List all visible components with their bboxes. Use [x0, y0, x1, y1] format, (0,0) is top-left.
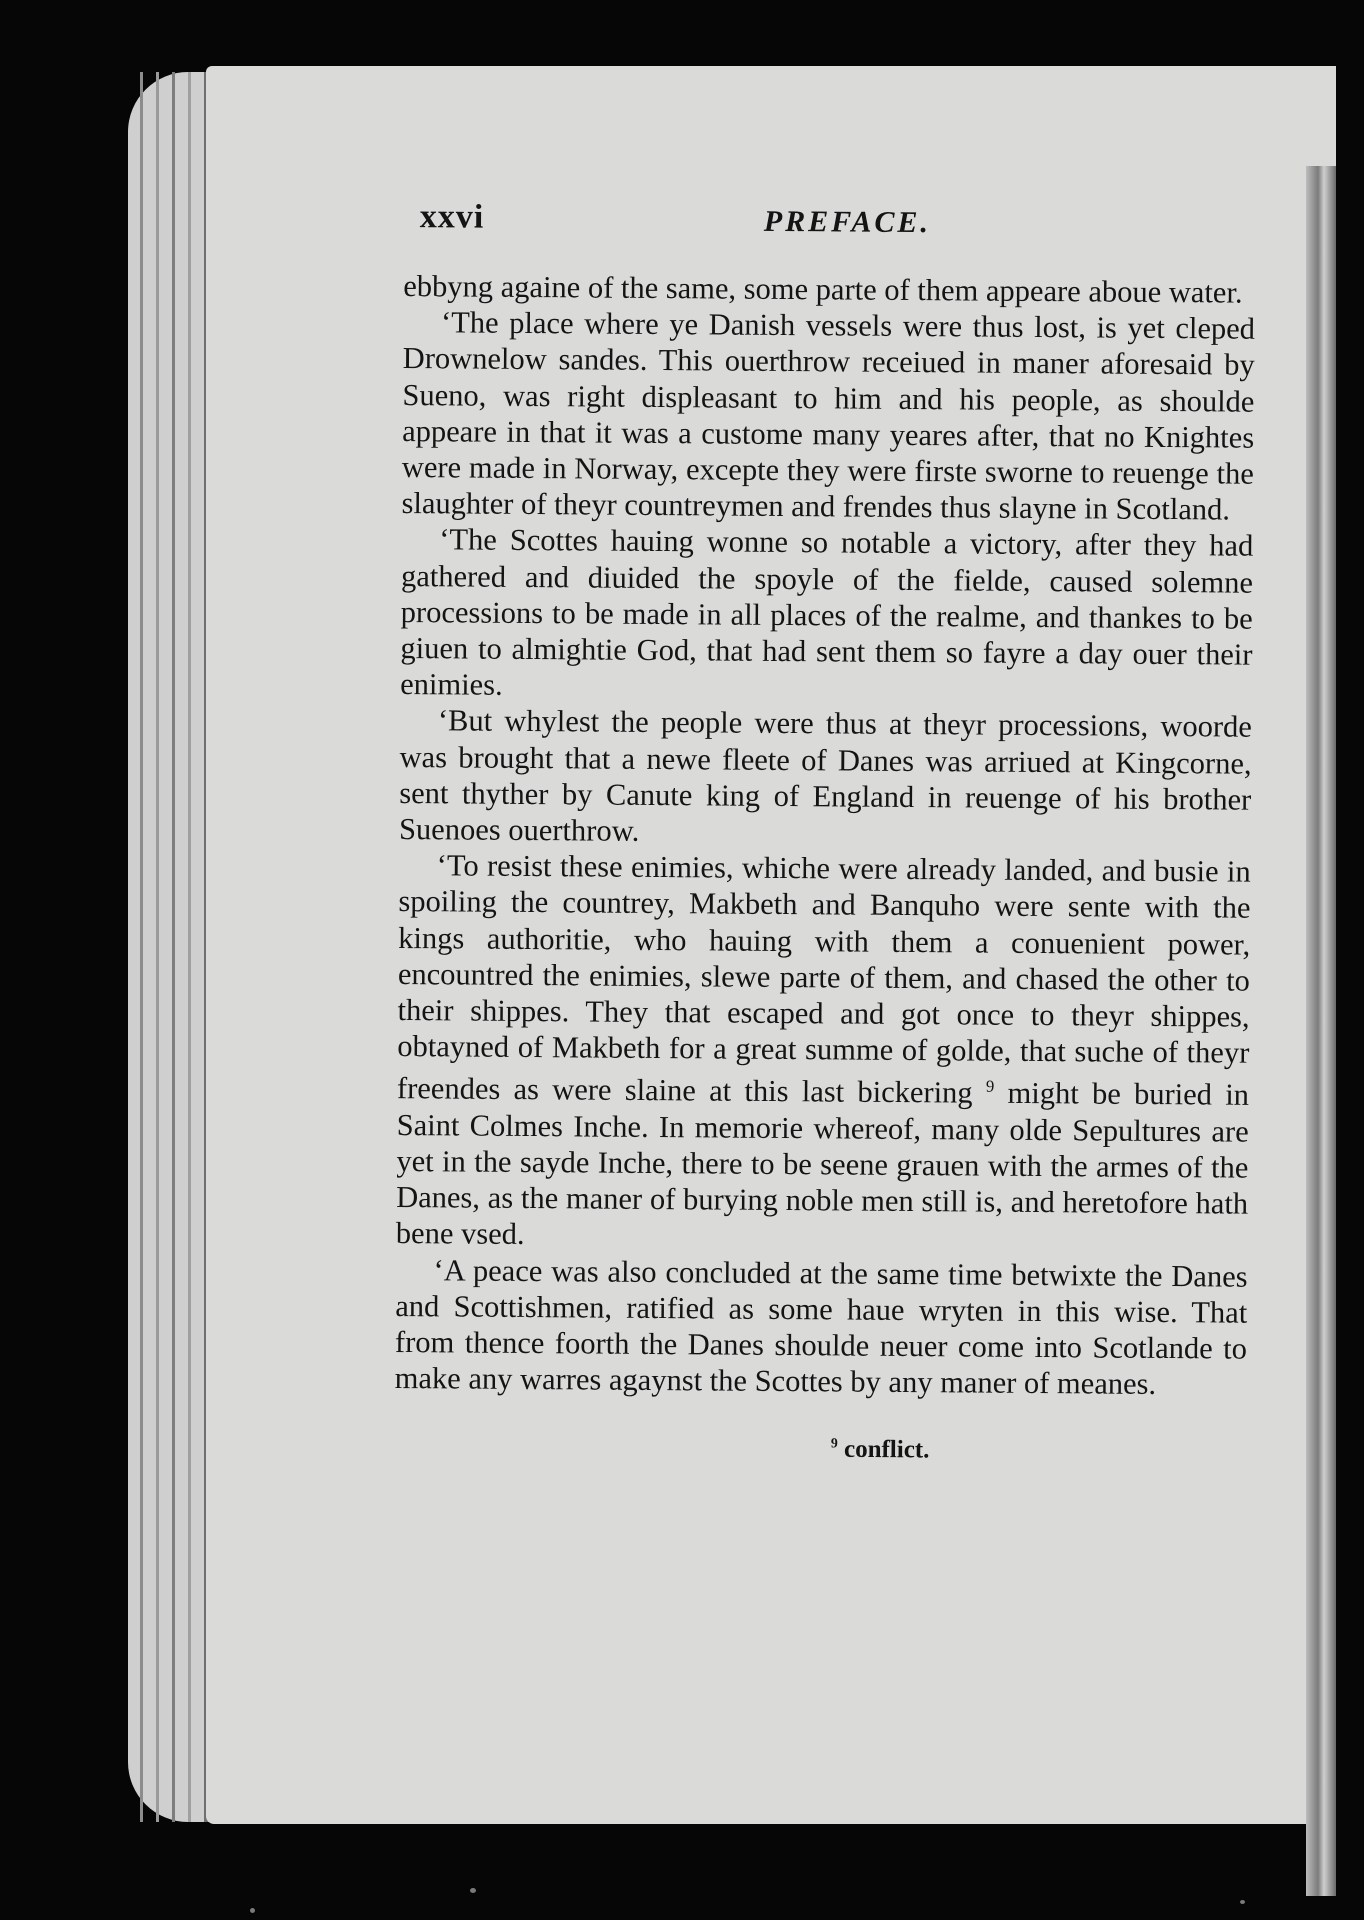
- paragraph-6: ‘A peace was also concluded at the same time betwixte the Danes and Scottishmen, ratified as some haue wryten in this wise. That from thence foorth the Danes shoulde neuer come into Scotlande to make any warres agaynst the Scottes by any maner of meanes.: [394, 1252, 1248, 1402]
- paragraph-5-text-b: might be buried in Saint Colmes Inche. In memorie whereof, many olde Sepultures are yet in the sayde Inche, there to be seene grauen with the armes of the Danes, as the maner of burying noble men still is, and heretofore hath bene vsed.: [395, 1076, 1250, 1252]
- paragraph-4: ‘But whylest the people were thus at theyr processions, woorde was brought that a newe fleete of Danes was arriued at Kingcorne, sent thyther by Canute king of England in reuenge of his brother Suenoes ouerthrow.: [398, 703, 1253, 848]
- paragraph-2: ‘The place where ye Danish vessels were thus lost, is yet cleped Drownelow sandes. This ouerthrow receiued in maner aforesaid by Sueno, was right displeasant to him and his people, as shoulde appeare in that it was a custome many yeares after, that no Knightes were made in Norway, excepte they were firste sworne to reuenge the slaughter of theyr countreymen and frendes thus slayne in Scotland.: [401, 305, 1256, 527]
- dust-speck: [250, 1908, 255, 1913]
- footnote-text: conflict.: [843, 1436, 930, 1464]
- page-edge-line: [172, 72, 175, 1822]
- page-right-edge: [1306, 166, 1336, 1896]
- page-edge-line: [140, 72, 143, 1822]
- footnote-mark: 9: [830, 1435, 838, 1451]
- paragraph-5: [396, 847, 1251, 1258]
- page-number: xxvi: [419, 198, 485, 236]
- paragraph-3: ‘The Scottes hauing wonne so notable a victory, after they had gathered and diuided the spoyle of the fielde, caused solemne processions to be made in all places of the realme, and thankes to be giuen to almightie God, that had sent them so fayre a day ouer their enimies.: [400, 522, 1254, 703]
- paragraph-1: ebbyng againe of the same, some parte of them appeare aboue water.: [403, 268, 1243, 310]
- dust-speck: [1240, 1900, 1245, 1904]
- dust-speck: [470, 1888, 476, 1893]
- page-header: [403, 198, 1256, 275]
- footnote-reference: 9: [985, 1077, 995, 1097]
- page-edge-line: [156, 72, 159, 1822]
- page-edge-line: [188, 72, 191, 1822]
- paragraph-5-text-a: ‘To resist these enimies, whiche were already landed, and busie in spoiling the countrey, Makbeth and Banquho were sente with the kings authoritie, who hauing with them a conuenient power, encountred the enimies, slewe parte of them, and chased the other to their shippes. They that escaped and got once to theyr shippes, obtayned of Makbeth for a great summe of golde, that suche of theyr freendes as were slaine at this last bickering: [396, 848, 1251, 1111]
- running-head: PREFACE.: [763, 204, 932, 240]
- page-text-block: [394, 198, 1256, 1467]
